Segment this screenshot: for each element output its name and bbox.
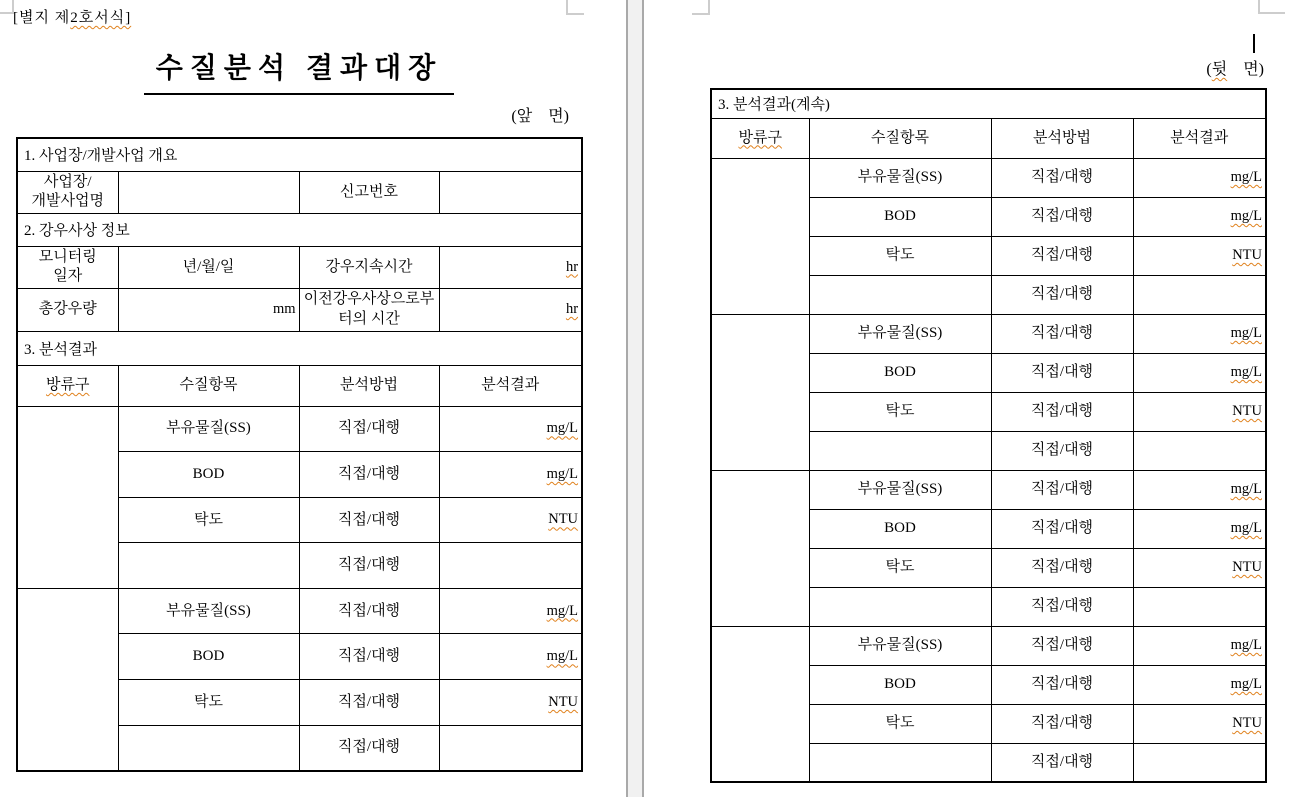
method-cell: 직접/대행 <box>299 406 439 452</box>
back-side-label <box>710 56 1264 79</box>
method-cell: 직접/대행 <box>991 275 1133 314</box>
method-cell: 직접/대행 <box>991 197 1133 236</box>
method-cell: 직접/대행 <box>299 634 439 680</box>
result-field[interactable] <box>439 452 582 498</box>
result-field[interactable] <box>1133 587 1266 626</box>
item-column-header: 수질항목 <box>118 365 299 406</box>
page-gap-divider <box>626 0 644 797</box>
item-cell: BOD <box>809 353 991 392</box>
result-column-header: 분석결과 <box>439 365 582 406</box>
monitoring-date-label-line2: 일자 <box>53 268 83 284</box>
result-column-header: 분석결과 <box>1133 118 1266 158</box>
method-cell: 직접/대행 <box>991 392 1133 431</box>
unit-label: mg/L <box>546 602 579 619</box>
result-field[interactable] <box>1133 197 1266 236</box>
method-cell: 직접/대행 <box>991 548 1133 587</box>
item-column-header: 수질항목 <box>809 118 991 158</box>
business-name-field[interactable] <box>118 171 299 213</box>
section-3-continued-heading: 3. 분석결과(계속) <box>711 89 1266 118</box>
item-cell: 부유물질(SS) <box>809 158 991 197</box>
outlet-header-text: 방류구 <box>738 129 782 146</box>
monitoring-date-field[interactable]: 년/월/일 <box>118 246 299 288</box>
item-cell: 탁도 <box>809 392 991 431</box>
method-cell: 직접/대행 <box>991 314 1133 353</box>
method-cell: 직접/대행 <box>991 470 1133 509</box>
item-cell: 부유물질(SS) <box>809 470 991 509</box>
result-field[interactable] <box>1133 470 1266 509</box>
report-number-label: 신고번호 <box>299 171 439 213</box>
method-cell: 직접/대행 <box>991 587 1133 626</box>
unit-label: mg/L <box>546 648 579 665</box>
item-field[interactable] <box>118 725 299 771</box>
back-page-form-table <box>710 88 1267 783</box>
method-column-header: 분석방법 <box>991 118 1133 158</box>
mm-unit-label: mm <box>272 301 296 317</box>
result-field[interactable] <box>1133 704 1266 743</box>
method-cell: 직접/대행 <box>991 158 1133 197</box>
unit-label: mg/L <box>1230 637 1262 653</box>
unit-label: NTU <box>1232 247 1262 263</box>
item-cell: BOD <box>118 452 299 498</box>
unit-label: NTU <box>1232 559 1262 575</box>
rain-duration-label: 강우지속시간 <box>299 246 439 288</box>
back-side-label-rest: 면) <box>1227 61 1264 78</box>
result-field[interactable] <box>1133 275 1266 314</box>
monitoring-date-label <box>17 246 118 288</box>
front-side-label: (앞 면) <box>511 108 569 125</box>
document-title-wrap <box>17 46 581 95</box>
unit-label: mg/L <box>1230 481 1262 497</box>
result-field[interactable] <box>439 680 582 726</box>
result-field[interactable] <box>1133 158 1266 197</box>
unit-label: NTU <box>548 693 579 710</box>
unit-label: mg/L <box>1230 325 1262 341</box>
unit-label: mg/L <box>546 465 579 482</box>
method-cell: 직접/대행 <box>299 588 439 634</box>
form-number-note <box>13 6 131 27</box>
back-side-label-open: ( <box>1206 61 1212 78</box>
unit-label: mg/L <box>1230 676 1262 692</box>
item-field[interactable] <box>809 743 991 782</box>
business-name-label-line2: 개발사업명 <box>31 193 104 209</box>
result-field[interactable] <box>1133 743 1266 782</box>
result-field[interactable] <box>1133 236 1266 275</box>
unit-label: mg/L <box>1230 208 1262 224</box>
unit-label: mg/L <box>1230 364 1262 380</box>
result-field[interactable] <box>439 497 582 543</box>
result-field[interactable] <box>439 588 582 634</box>
outlet-field[interactable] <box>17 406 118 588</box>
item-cell: 탁도 <box>118 680 299 726</box>
total-rainfall-label: 총강우량 <box>17 288 118 331</box>
item-field[interactable] <box>809 587 991 626</box>
total-rainfall-field[interactable] <box>118 288 299 331</box>
item-field[interactable] <box>809 275 991 314</box>
margin-corner-mark <box>1258 0 1285 14</box>
outlet-field[interactable] <box>711 158 809 314</box>
result-field[interactable] <box>1133 353 1266 392</box>
method-cell: 직접/대행 <box>991 353 1133 392</box>
section-2-heading: 2. 강우사상 정보 <box>17 213 582 246</box>
outlet-column-header <box>17 365 118 406</box>
result-field[interactable] <box>439 406 582 452</box>
result-field[interactable] <box>439 543 582 589</box>
method-column-header: 분석방법 <box>299 365 439 406</box>
outlet-header-text: 방류구 <box>46 377 90 394</box>
item-cell: 부유물질(SS) <box>118 406 299 452</box>
document-title: 수질분석 결과대장 <box>144 46 454 95</box>
method-cell: 직접/대행 <box>299 725 439 771</box>
item-cell: BOD <box>809 665 991 704</box>
result-field[interactable] <box>1133 548 1266 587</box>
unit-label: NTU <box>548 511 579 528</box>
method-cell: 직접/대행 <box>299 680 439 726</box>
result-field[interactable] <box>439 725 582 771</box>
result-field[interactable] <box>439 634 582 680</box>
business-name-label-line1: 사업장/ <box>43 173 92 190</box>
item-cell: BOD <box>118 634 299 680</box>
method-cell: 직접/대행 <box>991 509 1133 548</box>
method-cell: 직접/대행 <box>991 704 1133 743</box>
item-cell: 부유물질(SS) <box>809 314 991 353</box>
form-number-note-flagged: 2호서식] <box>70 10 132 26</box>
hour-unit-label: hr <box>565 301 579 317</box>
unit-label: mg/L <box>546 420 579 437</box>
item-cell: BOD <box>809 197 991 236</box>
unit-label: NTU <box>1232 715 1262 731</box>
rain-duration-field[interactable] <box>439 246 582 288</box>
result-field[interactable] <box>1133 626 1266 665</box>
item-cell: 탁도 <box>809 704 991 743</box>
unit-label: mg/L <box>1230 169 1262 185</box>
result-field[interactable] <box>1133 665 1266 704</box>
hour-unit-label: hr <box>565 258 579 275</box>
section-1-heading: 1. 사업장/개발사업 개요 <box>17 138 582 171</box>
result-field[interactable] <box>1133 314 1266 353</box>
method-cell: 직접/대행 <box>991 236 1133 275</box>
outlet-field[interactable] <box>711 314 809 470</box>
item-cell: 부유물질(SS) <box>809 626 991 665</box>
result-field[interactable] <box>1133 392 1266 431</box>
time-since-previous-event-line2: 터의 시간 <box>338 310 400 327</box>
outlet-field[interactable] <box>711 470 809 626</box>
time-since-previous-event-field[interactable] <box>439 288 582 331</box>
monitoring-date-label-line1: 모니터링 <box>38 248 97 265</box>
item-cell: 탁도 <box>809 548 991 587</box>
result-field[interactable] <box>1133 509 1266 548</box>
method-cell: 직접/대행 <box>991 665 1133 704</box>
text-cursor <box>1253 34 1255 53</box>
margin-corner-mark <box>0 0 14 14</box>
item-field[interactable] <box>118 543 299 589</box>
unit-label: mg/L <box>1230 520 1262 536</box>
unit-label: NTU <box>1232 403 1262 419</box>
time-since-previous-event-label <box>299 288 439 331</box>
section-3-heading: 3. 분석결과 <box>17 331 582 365</box>
item-cell: 부유물질(SS) <box>118 588 299 634</box>
outlet-field[interactable] <box>17 588 118 770</box>
method-cell: 직접/대행 <box>299 497 439 543</box>
business-name-label <box>17 171 118 213</box>
time-since-previous-event-line1: 이전강우사상으로부 <box>303 291 435 307</box>
margin-corner-mark <box>566 0 584 15</box>
item-cell: BOD <box>809 509 991 548</box>
method-cell: 직접/대행 <box>991 743 1133 782</box>
item-cell: 탁도 <box>809 236 991 275</box>
front-page-form-table <box>16 137 583 772</box>
outlet-field[interactable] <box>711 626 809 782</box>
method-cell: 직접/대행 <box>299 543 439 589</box>
report-number-field[interactable] <box>439 171 582 213</box>
form-number-note-prefix: [별지 제 <box>13 10 71 26</box>
back-side-label-flagged: 뒷 <box>1211 61 1228 78</box>
item-field[interactable] <box>809 431 991 470</box>
method-cell: 직접/대행 <box>299 452 439 498</box>
margin-corner-mark <box>692 0 710 15</box>
item-cell: 탁도 <box>118 497 299 543</box>
outlet-column-header <box>711 118 809 158</box>
method-cell: 직접/대행 <box>991 431 1133 470</box>
method-cell: 직접/대행 <box>991 626 1133 665</box>
result-field[interactable] <box>1133 431 1266 470</box>
